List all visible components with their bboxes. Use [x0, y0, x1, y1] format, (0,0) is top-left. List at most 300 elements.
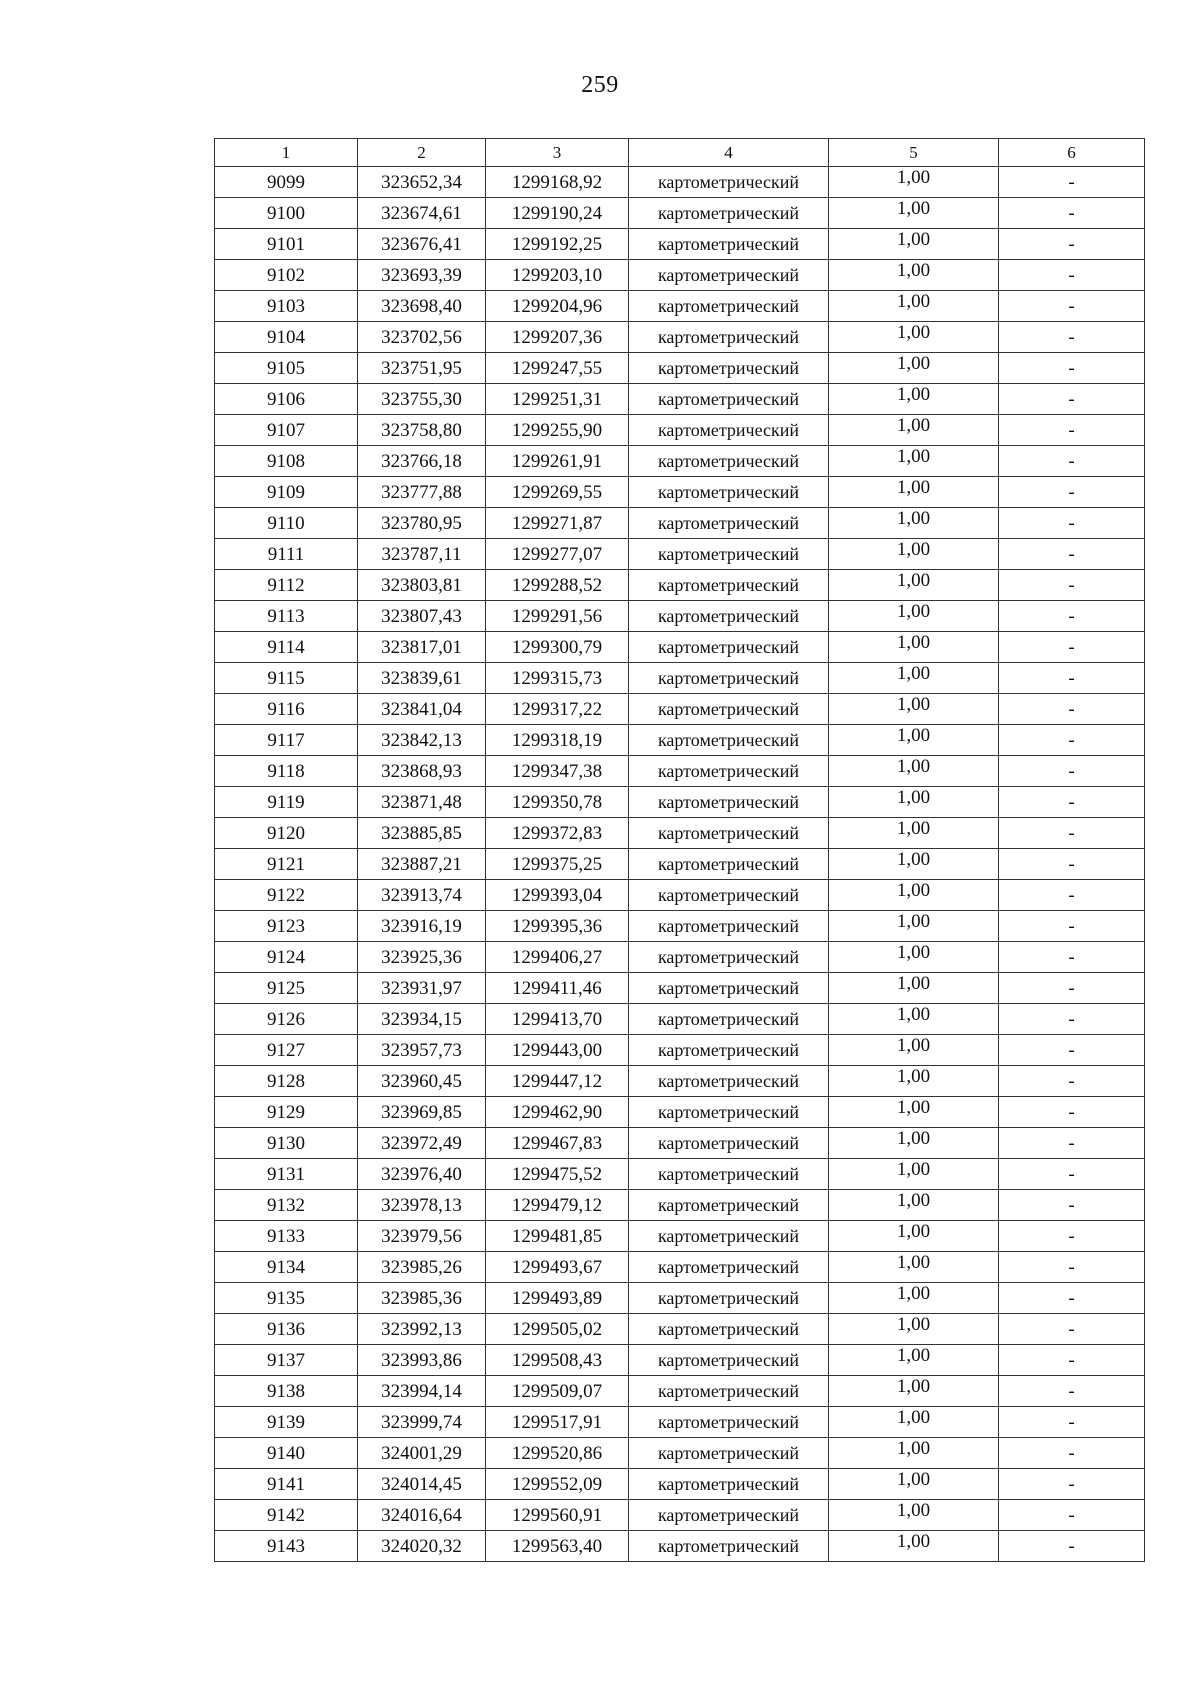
method-cell: картометрический [629, 601, 829, 632]
point-number-cell: 9136 [215, 1314, 358, 1345]
y-coordinate-cell: 1299204,96 [486, 291, 629, 322]
accuracy-cell: 1,00 [829, 1438, 999, 1469]
method-cell: картометрический [629, 198, 829, 229]
x-coordinate-cell: 323871,48 [358, 787, 486, 818]
method-cell: картометрический [629, 353, 829, 384]
y-coordinate-cell: 1299300,79 [486, 632, 629, 663]
note-cell: - [999, 1500, 1145, 1531]
table-row [215, 446, 1145, 477]
x-coordinate-cell: 323934,15 [358, 1004, 486, 1035]
point-number-cell: 9106 [215, 384, 358, 415]
note-cell: - [999, 1066, 1145, 1097]
x-coordinate-cell: 323992,13 [358, 1314, 486, 1345]
x-coordinate-cell: 323807,43 [358, 601, 486, 632]
table-row [215, 291, 1145, 322]
point-number-cell: 9103 [215, 291, 358, 322]
y-coordinate-cell: 1299411,46 [486, 973, 629, 1004]
x-coordinate-cell: 323652,34 [358, 167, 486, 198]
accuracy-cell: 1,00 [829, 570, 999, 601]
accuracy-cell: 1,00 [829, 1252, 999, 1283]
x-coordinate-cell: 323994,14 [358, 1376, 486, 1407]
method-cell: картометрический [629, 1097, 829, 1128]
note-cell: - [999, 415, 1145, 446]
y-coordinate-cell: 1299406,27 [486, 942, 629, 973]
table-row [215, 198, 1145, 229]
table-row [215, 663, 1145, 694]
note-cell: - [999, 167, 1145, 198]
x-coordinate-cell: 323787,11 [358, 539, 486, 570]
method-cell: картометрический [629, 1438, 829, 1469]
x-coordinate-cell: 323957,73 [358, 1035, 486, 1066]
note-cell: - [999, 384, 1145, 415]
point-number-cell: 9122 [215, 880, 358, 911]
point-number-cell: 9120 [215, 818, 358, 849]
table-row [215, 1221, 1145, 1252]
note-cell: - [999, 508, 1145, 539]
method-cell: картометрический [629, 818, 829, 849]
accuracy-cell: 1,00 [829, 1004, 999, 1035]
x-coordinate-cell: 323925,36 [358, 942, 486, 973]
point-number-cell: 9135 [215, 1283, 358, 1314]
accuracy-cell: 1,00 [829, 477, 999, 508]
table-row [215, 880, 1145, 911]
table-row [215, 477, 1145, 508]
accuracy-cell: 1,00 [829, 260, 999, 291]
method-cell: картометрический [629, 1376, 829, 1407]
x-coordinate-cell: 323979,56 [358, 1221, 486, 1252]
point-number-cell: 9137 [215, 1345, 358, 1376]
point-number-cell: 9126 [215, 1004, 358, 1035]
point-number-cell: 9138 [215, 1376, 358, 1407]
point-number-cell: 9118 [215, 756, 358, 787]
method-cell: картометрический [629, 942, 829, 973]
y-coordinate-cell: 1299269,55 [486, 477, 629, 508]
note-cell: - [999, 1159, 1145, 1190]
point-number-cell: 9129 [215, 1097, 358, 1128]
note-cell: - [999, 849, 1145, 880]
point-number-cell: 9130 [215, 1128, 358, 1159]
accuracy-cell: 1,00 [829, 632, 999, 663]
method-cell: картометрический [629, 508, 829, 539]
method-cell: картометрический [629, 1469, 829, 1500]
point-number-cell: 9110 [215, 508, 358, 539]
point-number-cell: 9114 [215, 632, 358, 663]
table-row [215, 1190, 1145, 1221]
table-row [215, 1004, 1145, 1035]
point-number-cell: 9124 [215, 942, 358, 973]
point-number-cell: 9134 [215, 1252, 358, 1283]
accuracy-cell: 1,00 [829, 384, 999, 415]
note-cell: - [999, 632, 1145, 663]
table-row [215, 818, 1145, 849]
method-cell: картометрический [629, 1221, 829, 1252]
table-row [215, 229, 1145, 260]
table-row [215, 260, 1145, 291]
y-coordinate-cell: 1299192,25 [486, 229, 629, 260]
accuracy-cell: 1,00 [829, 353, 999, 384]
point-number-cell: 9107 [215, 415, 358, 446]
table-row [215, 1500, 1145, 1531]
x-coordinate-cell: 323755,30 [358, 384, 486, 415]
note-cell: - [999, 601, 1145, 632]
note-cell: - [999, 477, 1145, 508]
note-cell: - [999, 322, 1145, 353]
point-number-cell: 9112 [215, 570, 358, 601]
table-row [215, 539, 1145, 570]
x-coordinate-cell: 324016,64 [358, 1500, 486, 1531]
method-cell: картометрический [629, 322, 829, 353]
accuracy-cell: 1,00 [829, 1066, 999, 1097]
accuracy-cell: 1,00 [829, 663, 999, 694]
table-row [215, 942, 1145, 973]
note-cell: - [999, 1314, 1145, 1345]
y-coordinate-cell: 1299520,86 [486, 1438, 629, 1469]
point-number-cell: 9131 [215, 1159, 358, 1190]
y-coordinate-cell: 1299447,12 [486, 1066, 629, 1097]
y-coordinate-cell: 1299288,52 [486, 570, 629, 601]
x-coordinate-cell: 324001,29 [358, 1438, 486, 1469]
y-coordinate-cell: 1299560,91 [486, 1500, 629, 1531]
y-coordinate-cell: 1299552,09 [486, 1469, 629, 1500]
point-number-cell: 9115 [215, 663, 358, 694]
point-number-cell: 9143 [215, 1531, 358, 1562]
point-number-cell: 9121 [215, 849, 358, 880]
x-coordinate-cell: 323960,45 [358, 1066, 486, 1097]
method-cell: картометрический [629, 446, 829, 477]
y-coordinate-cell: 1299493,89 [486, 1283, 629, 1314]
x-coordinate-cell: 323931,97 [358, 973, 486, 1004]
y-coordinate-cell: 1299317,22 [486, 694, 629, 725]
accuracy-cell: 1,00 [829, 911, 999, 942]
method-cell: картометрический [629, 725, 829, 756]
table-row [215, 725, 1145, 756]
note-cell: - [999, 942, 1145, 973]
table-row [215, 1376, 1145, 1407]
x-coordinate-cell: 323913,74 [358, 880, 486, 911]
table-header [215, 139, 1145, 167]
x-coordinate-cell: 323766,18 [358, 446, 486, 477]
note-cell: - [999, 1407, 1145, 1438]
x-coordinate-cell: 323780,95 [358, 508, 486, 539]
x-coordinate-cell: 323758,80 [358, 415, 486, 446]
accuracy-cell: 1,00 [829, 601, 999, 632]
y-coordinate-cell: 1299318,19 [486, 725, 629, 756]
accuracy-cell: 1,00 [829, 229, 999, 260]
point-number-cell: 9123 [215, 911, 358, 942]
accuracy-cell: 1,00 [829, 1159, 999, 1190]
accuracy-cell: 1,00 [829, 973, 999, 1004]
table-row [215, 508, 1145, 539]
table-row [215, 322, 1145, 353]
table-row [215, 384, 1145, 415]
method-cell: картометрический [629, 1066, 829, 1097]
y-coordinate-cell: 1299255,90 [486, 415, 629, 446]
table-row [215, 1531, 1145, 1562]
accuracy-cell: 1,00 [829, 1128, 999, 1159]
point-number-cell: 9127 [215, 1035, 358, 1066]
accuracy-cell: 1,00 [829, 167, 999, 198]
accuracy-cell: 1,00 [829, 1035, 999, 1066]
method-cell: картометрический [629, 787, 829, 818]
x-coordinate-cell: 323674,61 [358, 198, 486, 229]
y-coordinate-cell: 1299190,24 [486, 198, 629, 229]
accuracy-cell: 1,00 [829, 322, 999, 353]
method-cell: картометрический [629, 1314, 829, 1345]
y-coordinate-cell: 1299207,36 [486, 322, 629, 353]
point-number-cell: 9102 [215, 260, 358, 291]
method-cell: картометрический [629, 384, 829, 415]
method-cell: картометрический [629, 880, 829, 911]
note-cell: - [999, 1097, 1145, 1128]
note-cell: - [999, 260, 1145, 291]
method-cell: картометрический [629, 539, 829, 570]
note-cell: - [999, 1283, 1145, 1314]
table-row [215, 1345, 1145, 1376]
accuracy-cell: 1,00 [829, 1376, 999, 1407]
table-row [215, 849, 1145, 880]
note-cell: - [999, 229, 1145, 260]
x-coordinate-cell: 323841,04 [358, 694, 486, 725]
table-row [215, 1469, 1145, 1500]
method-cell: картометрический [629, 1500, 829, 1531]
point-number-cell: 9101 [215, 229, 358, 260]
x-coordinate-cell: 323842,13 [358, 725, 486, 756]
method-cell: картометрический [629, 632, 829, 663]
accuracy-cell: 1,00 [829, 1500, 999, 1531]
note-cell: - [999, 1469, 1145, 1500]
method-cell: картометрический [629, 1283, 829, 1314]
point-number-cell: 9104 [215, 322, 358, 353]
note-cell: - [999, 1128, 1145, 1159]
y-coordinate-cell: 1299493,67 [486, 1252, 629, 1283]
note-cell: - [999, 1531, 1145, 1562]
point-number-cell: 9117 [215, 725, 358, 756]
point-number-cell: 9133 [215, 1221, 358, 1252]
method-cell: картометрический [629, 756, 829, 787]
y-coordinate-cell: 1299347,38 [486, 756, 629, 787]
x-coordinate-cell: 323916,19 [358, 911, 486, 942]
method-cell: картометрический [629, 1531, 829, 1562]
point-number-cell: 9139 [215, 1407, 358, 1438]
accuracy-cell: 1,00 [829, 291, 999, 322]
method-cell: картометрический [629, 260, 829, 291]
note-cell: - [999, 1345, 1145, 1376]
table-row [215, 1252, 1145, 1283]
accuracy-cell: 1,00 [829, 942, 999, 973]
method-cell: картометрический [629, 570, 829, 601]
column-header: 1 [215, 139, 358, 167]
y-coordinate-cell: 1299350,78 [486, 787, 629, 818]
x-coordinate-cell: 323999,74 [358, 1407, 486, 1438]
note-cell: - [999, 818, 1145, 849]
point-number-cell: 9113 [215, 601, 358, 632]
x-coordinate-cell: 323693,39 [358, 260, 486, 291]
note-cell: - [999, 880, 1145, 911]
column-header: 2 [358, 139, 486, 167]
method-cell: картометрический [629, 1252, 829, 1283]
accuracy-cell: 1,00 [829, 787, 999, 818]
column-header: 6 [999, 139, 1145, 167]
x-coordinate-cell: 323702,56 [358, 322, 486, 353]
table-row [215, 787, 1145, 818]
note-cell: - [999, 973, 1145, 1004]
note-cell: - [999, 756, 1145, 787]
table-row [215, 570, 1145, 601]
column-header: 5 [829, 139, 999, 167]
accuracy-cell: 1,00 [829, 415, 999, 446]
point-number-cell: 9100 [215, 198, 358, 229]
note-cell: - [999, 663, 1145, 694]
accuracy-cell: 1,00 [829, 1221, 999, 1252]
x-coordinate-cell: 323978,13 [358, 1190, 486, 1221]
accuracy-cell: 1,00 [829, 756, 999, 787]
table-row [215, 756, 1145, 787]
note-cell: - [999, 1252, 1145, 1283]
x-coordinate-cell: 323985,36 [358, 1283, 486, 1314]
note-cell: - [999, 570, 1145, 601]
x-coordinate-cell: 324020,32 [358, 1531, 486, 1562]
x-coordinate-cell: 323976,40 [358, 1159, 486, 1190]
table-row [215, 694, 1145, 725]
accuracy-cell: 1,00 [829, 1531, 999, 1562]
header-row [215, 139, 1145, 167]
note-cell: - [999, 1221, 1145, 1252]
method-cell: картометрический [629, 291, 829, 322]
x-coordinate-cell: 323972,49 [358, 1128, 486, 1159]
x-coordinate-cell: 323887,21 [358, 849, 486, 880]
note-cell: - [999, 1438, 1145, 1469]
accuracy-cell: 1,00 [829, 539, 999, 570]
y-coordinate-cell: 1299271,87 [486, 508, 629, 539]
y-coordinate-cell: 1299203,10 [486, 260, 629, 291]
table-row [215, 1128, 1145, 1159]
y-coordinate-cell: 1299481,85 [486, 1221, 629, 1252]
y-coordinate-cell: 1299375,25 [486, 849, 629, 880]
method-cell: картометрический [629, 1345, 829, 1376]
table-row [215, 601, 1145, 632]
table-row [215, 1438, 1145, 1469]
point-number-cell: 9109 [215, 477, 358, 508]
table-row [215, 1097, 1145, 1128]
x-coordinate-cell: 323676,41 [358, 229, 486, 260]
y-coordinate-cell: 1299517,91 [486, 1407, 629, 1438]
y-coordinate-cell: 1299393,04 [486, 880, 629, 911]
method-cell: картометрический [629, 477, 829, 508]
accuracy-cell: 1,00 [829, 198, 999, 229]
method-cell: картометрический [629, 1128, 829, 1159]
y-coordinate-cell: 1299251,31 [486, 384, 629, 415]
accuracy-cell: 1,00 [829, 1283, 999, 1314]
point-number-cell: 9132 [215, 1190, 358, 1221]
point-number-cell: 9141 [215, 1469, 358, 1500]
method-cell: картометрический [629, 167, 829, 198]
note-cell: - [999, 1004, 1145, 1035]
x-coordinate-cell: 323751,95 [358, 353, 486, 384]
y-coordinate-cell: 1299443,00 [486, 1035, 629, 1066]
note-cell: - [999, 291, 1145, 322]
note-cell: - [999, 198, 1145, 229]
note-cell: - [999, 725, 1145, 756]
y-coordinate-cell: 1299505,02 [486, 1314, 629, 1345]
note-cell: - [999, 1376, 1145, 1407]
table-row [215, 167, 1145, 198]
table-row [215, 1066, 1145, 1097]
table-row [215, 415, 1145, 446]
point-number-cell: 9142 [215, 1500, 358, 1531]
note-cell: - [999, 694, 1145, 725]
y-coordinate-cell: 1299168,92 [486, 167, 629, 198]
table-row [215, 1283, 1145, 1314]
table-row [215, 632, 1145, 663]
table-row [215, 911, 1145, 942]
y-coordinate-cell: 1299563,40 [486, 1531, 629, 1562]
x-coordinate-cell: 323698,40 [358, 291, 486, 322]
note-cell: - [999, 446, 1145, 477]
point-number-cell: 9105 [215, 353, 358, 384]
column-header: 3 [486, 139, 629, 167]
accuracy-cell: 1,00 [829, 508, 999, 539]
y-coordinate-cell: 1299509,07 [486, 1376, 629, 1407]
coordinates-table-container [214, 138, 1144, 1562]
accuracy-cell: 1,00 [829, 1097, 999, 1128]
point-number-cell: 9125 [215, 973, 358, 1004]
table-body [215, 167, 1145, 1562]
accuracy-cell: 1,00 [829, 880, 999, 911]
table-row [215, 1407, 1145, 1438]
y-coordinate-cell: 1299462,90 [486, 1097, 629, 1128]
point-number-cell: 9099 [215, 167, 358, 198]
accuracy-cell: 1,00 [829, 1469, 999, 1500]
table-row [215, 1035, 1145, 1066]
note-cell: - [999, 353, 1145, 384]
method-cell: картометрический [629, 1035, 829, 1066]
y-coordinate-cell: 1299261,91 [486, 446, 629, 477]
method-cell: картометрический [629, 694, 829, 725]
y-coordinate-cell: 1299413,70 [486, 1004, 629, 1035]
method-cell: картометрический [629, 663, 829, 694]
method-cell: картометрический [629, 973, 829, 1004]
method-cell: картометрический [629, 1159, 829, 1190]
y-coordinate-cell: 1299395,36 [486, 911, 629, 942]
method-cell: картометрический [629, 911, 829, 942]
page-number: 259 [581, 72, 619, 98]
x-coordinate-cell: 323993,86 [358, 1345, 486, 1376]
y-coordinate-cell: 1299372,83 [486, 818, 629, 849]
note-cell: - [999, 1190, 1145, 1221]
point-number-cell: 9111 [215, 539, 358, 570]
accuracy-cell: 1,00 [829, 818, 999, 849]
x-coordinate-cell: 324014,45 [358, 1469, 486, 1500]
accuracy-cell: 1,00 [829, 694, 999, 725]
accuracy-cell: 1,00 [829, 849, 999, 880]
x-coordinate-cell: 323885,85 [358, 818, 486, 849]
table-row [215, 353, 1145, 384]
method-cell: картометрический [629, 1004, 829, 1035]
x-coordinate-cell: 323817,01 [358, 632, 486, 663]
y-coordinate-cell: 1299467,83 [486, 1128, 629, 1159]
point-number-cell: 9119 [215, 787, 358, 818]
accuracy-cell: 1,00 [829, 1345, 999, 1376]
point-number-cell: 9128 [215, 1066, 358, 1097]
note-cell: - [999, 1035, 1145, 1066]
y-coordinate-cell: 1299475,52 [486, 1159, 629, 1190]
y-coordinate-cell: 1299291,56 [486, 601, 629, 632]
coordinates-table [214, 138, 1145, 1562]
method-cell: картометрический [629, 849, 829, 880]
note-cell: - [999, 539, 1145, 570]
accuracy-cell: 1,00 [829, 1190, 999, 1221]
x-coordinate-cell: 323803,81 [358, 570, 486, 601]
